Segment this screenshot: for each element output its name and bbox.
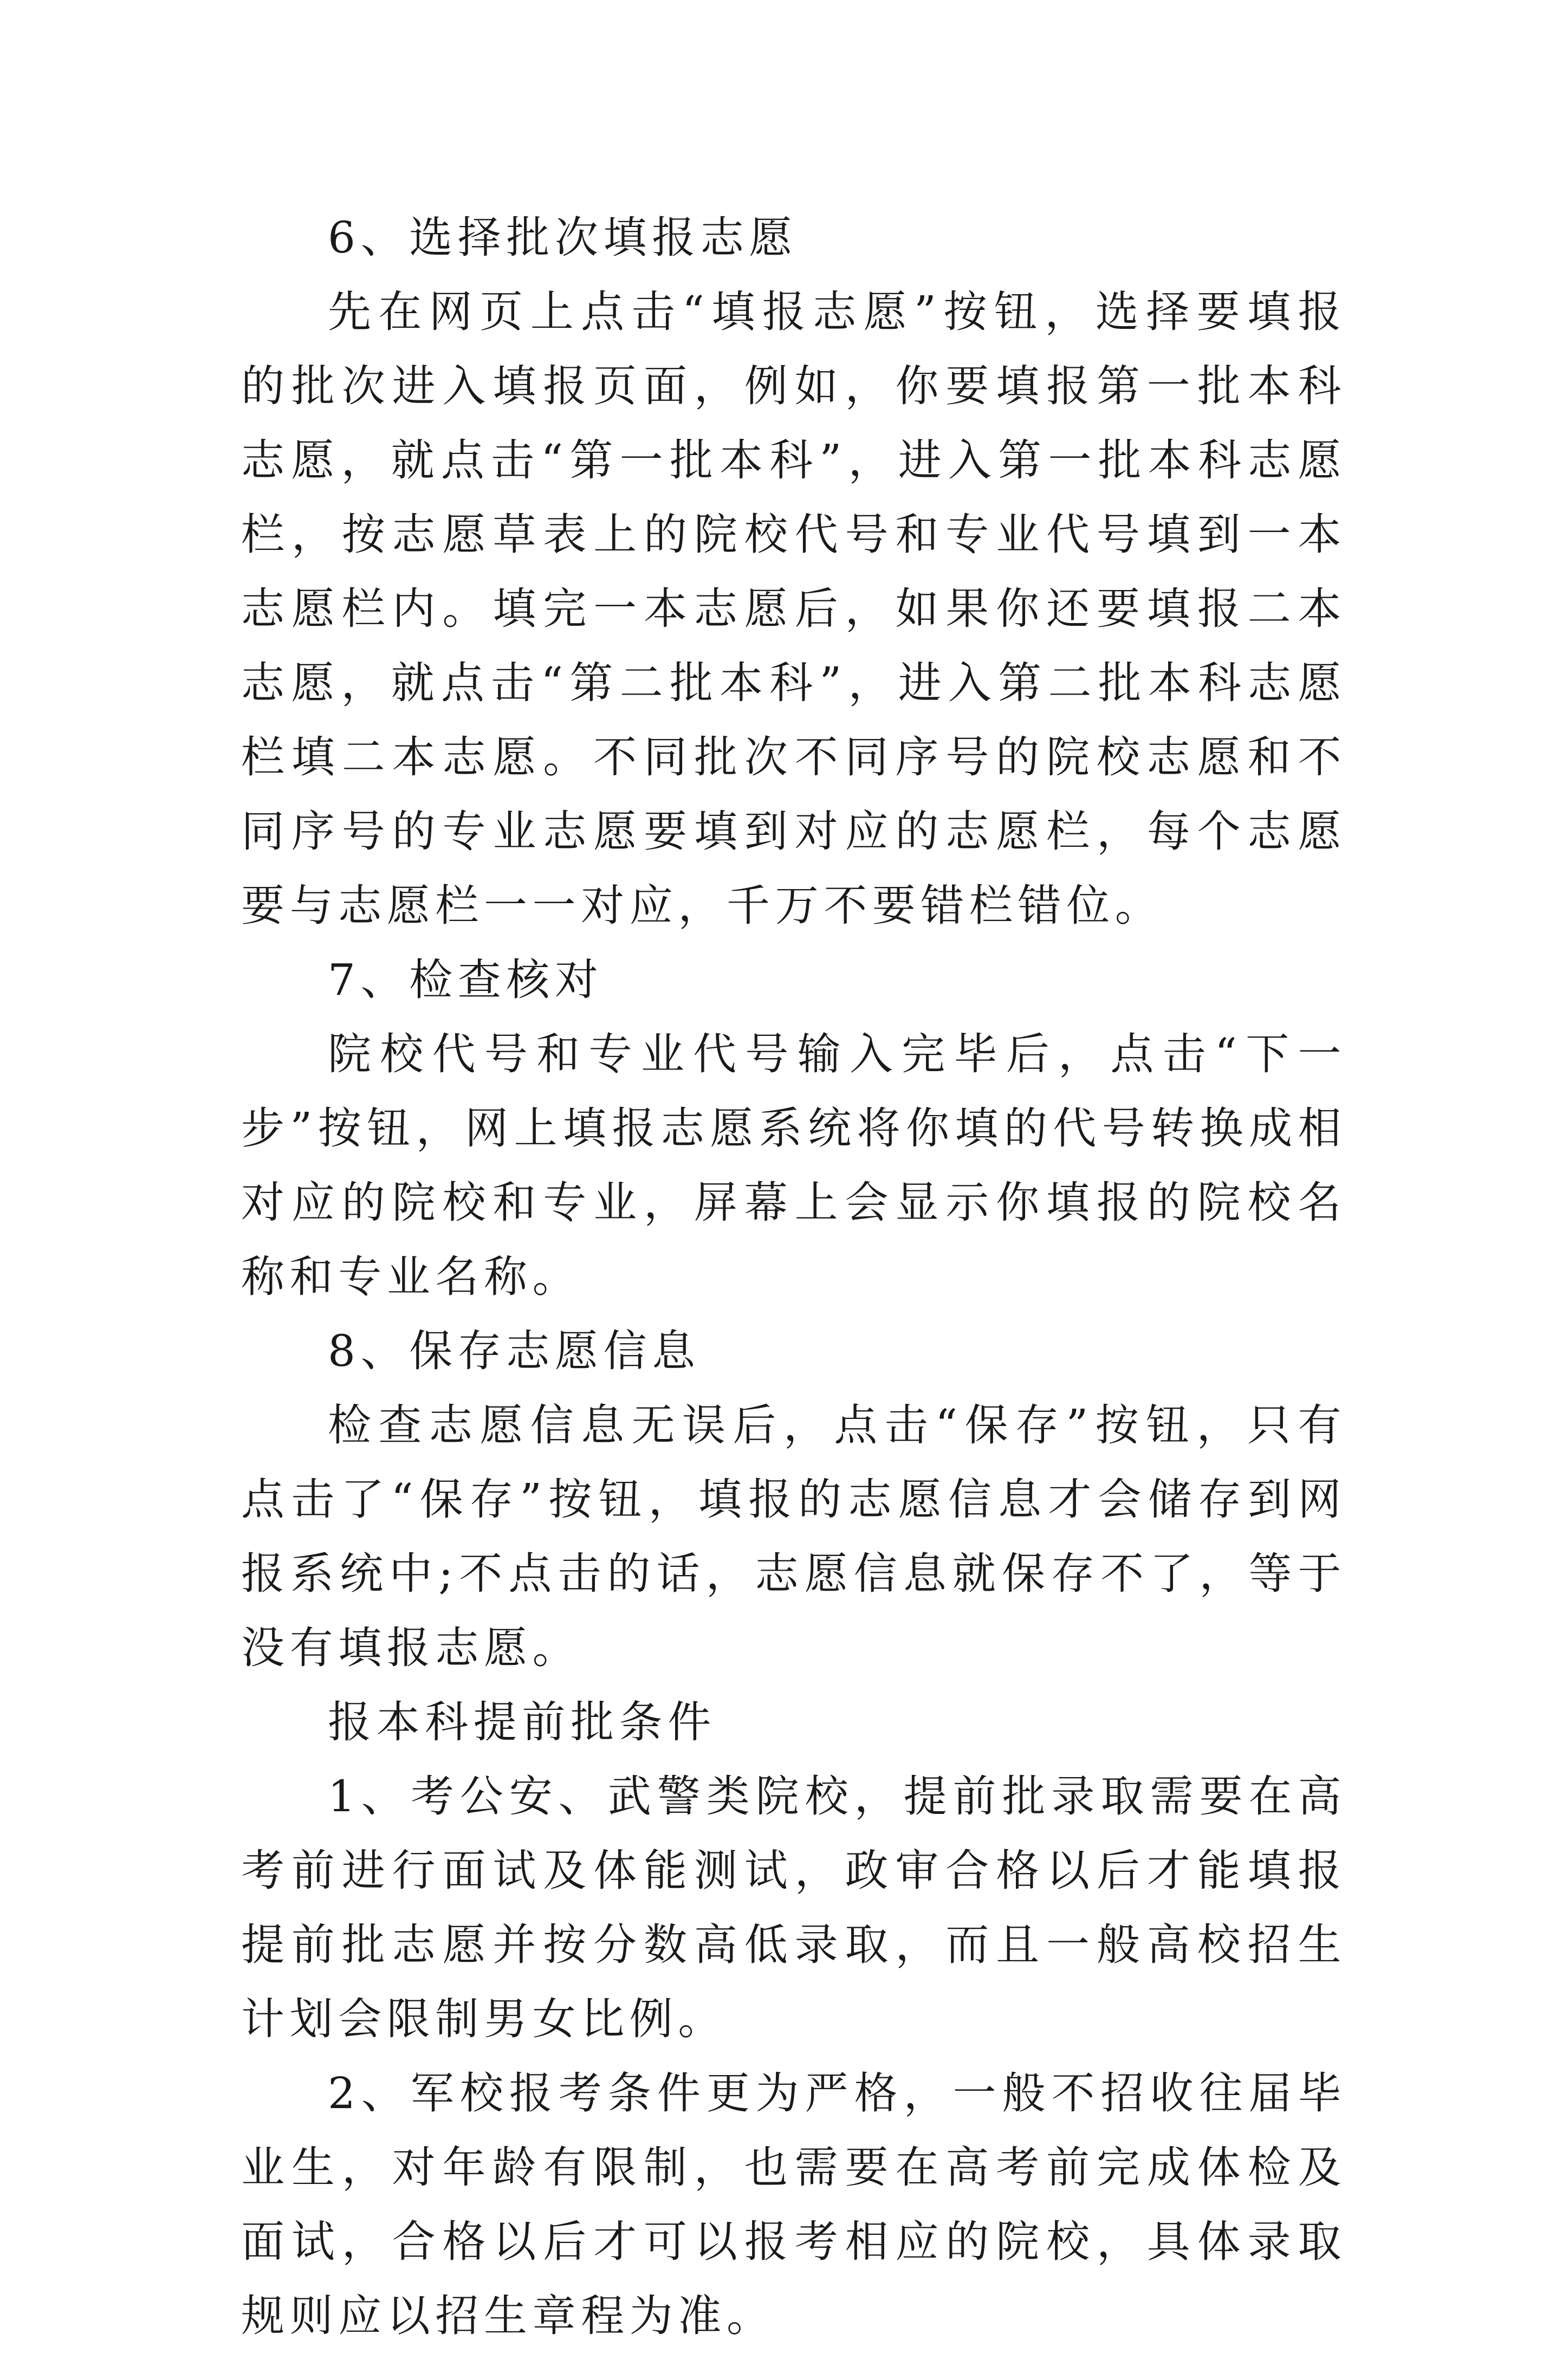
section-heading-early-batch: 报本科提前批条件 (328, 1697, 716, 1747)
section-heading-8: 8、保存志愿信息 (328, 1326, 701, 1376)
paragraph-save: 检查志愿信息无误后，点击“保存”按钮，只有点击了“保存”按钮，填报的志愿信息才会储存到网报系统中;不点击的话，志愿信息就保存不了，等于没有填报志愿。 (241, 1400, 1346, 1673)
section-heading-6: 6、选择批次填报志愿 (328, 212, 798, 263)
section-heading-7: 7、检查核对 (328, 955, 604, 1005)
paragraph-fill-volunteer: 先在网页上点击“填报志愿”按钮，选择要填报的批次进入填报页面，例如，你要填报第一批本科志愿，就点击“第一批本科”，进入第一批本科志愿栏，按志愿草表上的院校代号和专业代号填到一本志愿栏内。填完一本志愿后，如果你还要填报二本志愿，就点击“第二批本科”，进入第二批本科志愿栏填二本志愿。不同批次不同序号的院校志愿和不同序号的专业志愿要填到对应的志愿栏，每个志愿要与志愿栏一一对应，千万不要错栏错位。 (241, 287, 1346, 931)
document-body (241, 200, 1346, 2353)
paragraph-condition-1: 1、考公安、武警类院校，提前批录取需要在高考前进行面试及体能测试，政审合格以后才能填报提前批志愿并按分数高低录取，而且一般高校招生计划会限制男女比例。 (241, 1771, 1346, 2044)
paragraph-condition-2: 2、军校报考条件更为严格，一般不招收往届毕业生，对年龄有限制，也需要在高考前完成体检及面试，合格以后才可以报考相应的院校，具体录取规则应以招生章程为准。 (241, 2068, 1346, 2341)
paragraph-check: 院校代号和专业代号输入完毕后，点击“下一步”按钮，网上填报志愿系统将你填的代号转换成相对应的院校和专业，屏幕上会显示你填报的院校名称和专业名称。 (241, 1029, 1346, 1302)
